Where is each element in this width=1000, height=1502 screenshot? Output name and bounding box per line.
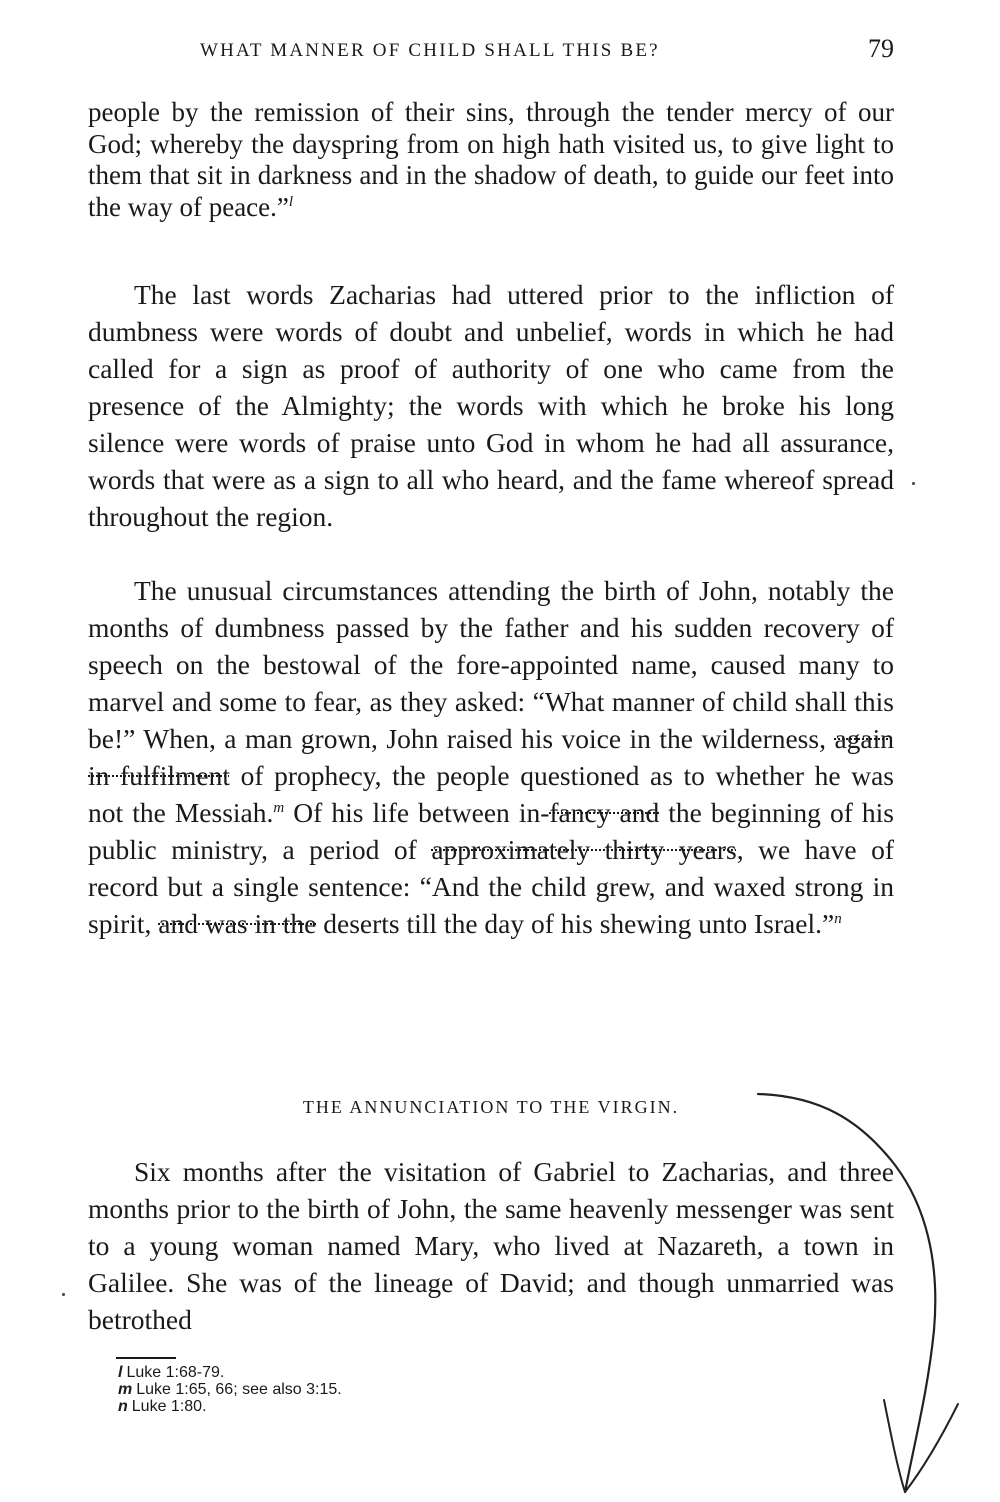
pencil-marked-phrase: and was in the xyxy=(158,908,317,939)
stray-mark xyxy=(62,1293,65,1296)
footnote-l xyxy=(118,1364,342,1381)
paragraph-six-months xyxy=(88,1153,894,1338)
paragraph-text: people by the remission of their sins, through the tender mercy of our God; whereby the dayspring from on high hath visited us, to give light to them that sit in darkness and in the shadow of death, to guide our feet into the way of peace.” xyxy=(88,97,894,222)
paragraph-zacharias-words xyxy=(88,276,894,535)
stray-mark xyxy=(912,482,915,485)
footnote-mark: n xyxy=(118,1398,128,1415)
running-head xyxy=(88,34,894,70)
footnote-n xyxy=(118,1398,342,1415)
footnote-ref-m: m xyxy=(273,799,285,816)
paragraph-text-e: , we have of record but a single sentence: “And the child grew, and waxed strong in spirit, xyxy=(88,834,894,939)
footnote-text: Luke 1:68-79. xyxy=(126,1364,225,1381)
footnote-mark: m xyxy=(118,1381,133,1398)
footnote-text: Luke 1:65, 66; see also 3:15. xyxy=(136,1381,342,1398)
paragraph-text-d: the beginning of his public ministry, a period of xyxy=(88,797,894,865)
footnote-mark: l xyxy=(118,1364,123,1381)
pencil-marked-phrase: approximately thirty years xyxy=(431,834,737,865)
footnote-ref-l: l xyxy=(288,193,294,210)
page-number: 79 xyxy=(868,34,894,63)
paragraph-text: The last words Zacharias had uttered prior to the infliction of dumbness were words of doubt and unbelief, words in which he had called for a sign as proof of authority of one who came from the presence of the Almighty; the words with which he broke his long silence were words of praise unto God in whom he had all assurance, words that were as a sign to all who heard, and the fame whereof spread throughout the region. xyxy=(88,279,894,532)
paragraph-text-f: deserts till the day of his shewing unto Israel.” xyxy=(316,908,835,939)
footnote-m xyxy=(118,1381,342,1398)
paragraph-continuation xyxy=(88,97,894,223)
paragraph-text-c: Of his life between in- xyxy=(284,797,550,828)
pencil-marked-phrase: again in fulfilment xyxy=(88,723,894,791)
paragraph-unusual-circumstances xyxy=(88,572,894,942)
footnote-ref-n: n xyxy=(834,910,842,927)
paragraph-text: Six months after the visitation of Gabriel to Zacharias, and three months prior to the birth of John, the same heavenly messenger was sent to a young woman named Mary, who lived at Nazareth, a town in Galilee. She was of the lineage of David; and though unmarried was betrothed xyxy=(88,1156,894,1335)
paragraph-text-b: of prophecy, the people questioned as to whether he was not the Messiah. xyxy=(88,760,894,828)
footnote-divider xyxy=(116,1357,176,1359)
section-heading: THE ANNUNCIATION TO THE VIRGIN. xyxy=(302,1097,680,1117)
pencil-marked-phrase: fancy and xyxy=(549,797,660,828)
footnotes xyxy=(118,1364,342,1415)
running-title: WHAT MANNER OF CHILD SHALL THIS BE? xyxy=(200,40,660,61)
footnote-text: Luke 1:80. xyxy=(131,1398,207,1415)
paragraph-text-a: The unusual circumstances attending the birth of John, notably the months of dumbness passed by the father and his sudden recovery of speech on the bestowal of the fore-appointed name, caused many to marvel and some to fear, as they asked: “What manner of child shall this be!” When, a man grown, John raised his voice in the wilderness, xyxy=(88,575,894,754)
